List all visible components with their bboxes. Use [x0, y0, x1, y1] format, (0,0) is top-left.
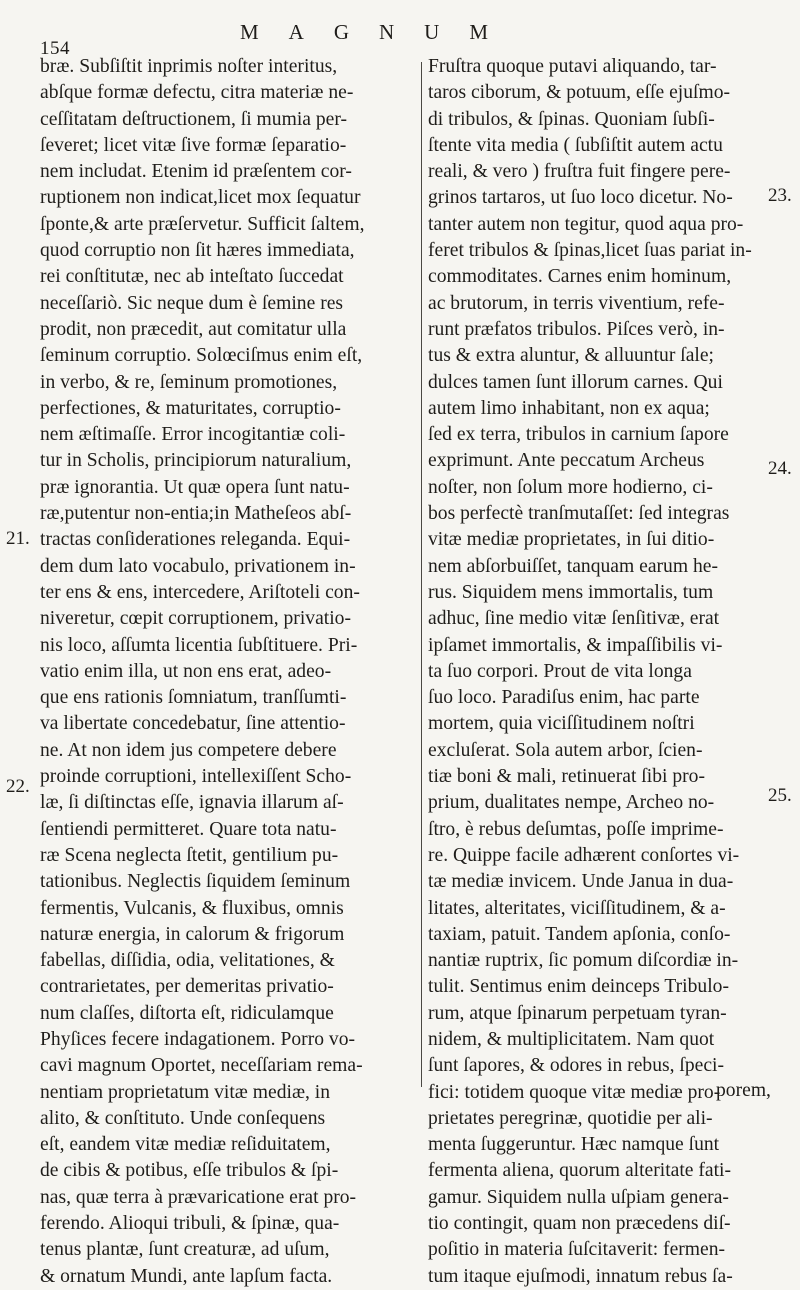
margin-number-22: 22. — [6, 776, 30, 797]
text-line: tum itaque ejuſmodi, innatum rebus ſa- — [428, 1265, 733, 1287]
text-line: naturæ energia, in calorum & frigorum — [40, 923, 345, 945]
text-line: bos perfectè tranſmutaſſet: ſed integras — [428, 503, 730, 525]
text-line: nis loco, aſſumta licentia ſubſtituere. Pri- — [40, 634, 358, 656]
text-line: tractas conſiderationes releganda. Equi- — [40, 529, 351, 551]
text-line: ſtro, è rebus deſumtas, poſſe imprime- — [428, 818, 724, 840]
text-line: menta ſuggeruntur. Hæc namque ſunt — [428, 1134, 720, 1156]
text-line: eſt, eandem vitæ mediæ reſiduitatem, — [40, 1134, 331, 1156]
text-line: nidem, & multiplicitatem. Nam quot — [428, 1028, 715, 1050]
text-line: taxiam, patuit. Tandem apſonia, conſo- — [428, 923, 731, 945]
text-line: proinde corruptioni, intellexiſſent Scho- — [40, 766, 352, 788]
column-rule — [421, 62, 422, 1087]
text-line: ſeveret; licet vitæ ſive formæ ſeparatio- — [40, 134, 347, 156]
text-line: cavi magnum Oportet, neceſſariam rema- — [40, 1055, 363, 1077]
page-number: 154 — [40, 38, 70, 59]
text-line: ceſſitatam deſtructionem, ſi mumia per- — [40, 108, 348, 130]
text-line: commoditates. Carnes enim hominum, — [428, 266, 732, 288]
text-line: noſter, non ſolum more hodierno, ci- — [428, 476, 713, 498]
text-line: ſentiendi permitteret. Quare tota natu- — [40, 818, 337, 840]
text-line: contrarietates, per demeritas privatio- — [40, 976, 334, 998]
text-line: læ, ſi diſtinctas eſſe, ignavia illarum aſ- — [40, 792, 344, 814]
text-line: nentiam proprietatum vitæ mediæ, in — [40, 1081, 331, 1103]
text-line: adhuc, ſine medio vitæ ſenſitivæ, erat — [428, 608, 720, 630]
text-line: niveretur, cœpit corruptionem, privatio- — [40, 608, 351, 630]
margin-number-25: 25. — [768, 785, 792, 806]
text-line: nem abſorbuiſſet, tanquam earum he- — [428, 555, 718, 577]
text-line: nem includat. Etenim id præſentem cor- — [40, 161, 352, 183]
text-line: in verbo, & re, ſeminum promotiones, — [40, 371, 338, 393]
text-line: ſuo loco. Paradiſus enim, hac parte — [428, 687, 700, 709]
text-line: tæ mediæ invicem. Unde Janua in dua- — [428, 871, 734, 893]
text-line: Phyſices fecere indagationem. Porro vo- — [40, 1028, 356, 1050]
margin-number-23: 23. — [768, 185, 792, 206]
margin-number-24: 24. — [768, 458, 792, 479]
text-line: rei conſtitutæ, nec ab inteſtato ſuccedat — [40, 266, 344, 288]
text-line: rum, atque ſpinarum perpetuam tyran- — [428, 1002, 727, 1024]
text-line: que ens rationis ſomniatum, tranſſumti- — [40, 687, 347, 709]
text-line: bræ. Subſiſtit inprimis noſter interitus, — [40, 56, 338, 77]
text-line: excluſerat. Sola autem arbor, ſcien- — [428, 739, 703, 761]
text-line: fici: totidem quoque vitæ mediæ pro- — [428, 1081, 721, 1103]
text-line: nas, quæ terra à prævaricatione erat pro- — [40, 1186, 357, 1208]
text-line: tenus plantæ, ſunt creaturæ, ad uſum, — [40, 1239, 330, 1261]
text-line: ſeminum corruptio. Solœciſmus enim eſt, — [40, 345, 363, 367]
text-line: ræ Scena neglecta ſtetit, gentilium pu- — [40, 844, 339, 866]
text-line: alito, & conſtituto. Unde conſequens — [40, 1107, 326, 1129]
text-line: tulit. Sentimus enim deinceps Tribulo- — [428, 976, 729, 998]
text-line: rus. Siquidem mens immortalis, tum — [428, 581, 714, 603]
text-line: fabellas, diſſidia, odia, velitationes, & — [40, 950, 335, 972]
text-line: vitæ mediæ proprietates, in ſui ditio- — [428, 529, 715, 551]
text-line: fermenta aliena, quorum alteritate fati- — [428, 1160, 732, 1182]
text-line: perfectiones, & maturitates, corruptio- — [40, 397, 341, 419]
text-line: quod corruptio non ſit hæres immediata, — [40, 240, 355, 262]
text-line: ſunt ſapores, & odores in rebus, ſpeci- — [428, 1055, 725, 1077]
text-line: autem limo inhabitant, non ex aqua; — [428, 397, 710, 419]
text-line: ipſamet immortalis, & impaſſibilis vi- — [428, 634, 723, 656]
running-header: MAGNUM — [240, 20, 519, 44]
text-line: tur in Scholis, principiorum naturalium, — [40, 450, 352, 472]
text-line: runt præfatos tribulos. Piſces verò, in- — [428, 318, 725, 340]
text-line: ſponte,& arte præſervetur. Sufficit ſaltem, — [40, 213, 365, 235]
text-line: prium, dualitates nempe, Archeo no- — [428, 792, 715, 814]
text-line: re. Quippe facile adhærent conſortes vi- — [428, 844, 740, 866]
text-line: ræ,putentur non-entia;in Matheſeos abſ- — [40, 503, 352, 525]
text-line: prietates peregrinæ, quotidie per ali- — [428, 1107, 713, 1129]
text-line: vatio enim illa, ut non ens erat, adeo- — [40, 660, 332, 682]
text-line: tationibus. Neglectis ſiquidem ſeminum — [40, 871, 351, 893]
text-line: ne. At non idem jus competere debere — [40, 739, 337, 761]
text-line: abſque formæ defectu, citra materiæ ne- — [40, 82, 354, 104]
text-line: neceſſariò. Sic neque dum è ſemine res — [40, 292, 344, 314]
text-line: ſed ex terra, tribulos in carnium ſapore — [428, 424, 729, 446]
text-line: grinos tartaros, ut ſuo loco dicetur. No- — [428, 187, 733, 209]
text-line: litates, alteritates, viciſſitudinem, & a- — [428, 897, 726, 919]
text-line: ta ſuo corpori. Prout de vita longa — [428, 660, 692, 682]
text-line: tiæ boni & mali, retinuerat ſibi pro- — [428, 766, 705, 788]
text-line: de cibis & potibus, eſſe tribulos & ſpi- — [40, 1160, 339, 1182]
text-line: dulces tamen ſunt illorum carnes. Qui — [428, 371, 723, 393]
text-line: ſtente vita media ( ſubſiſtit autem actu — [428, 134, 723, 156]
catchword: porem, — [716, 1080, 771, 1101]
text-line: gamur. Siquidem nulla uſpiam genera- — [428, 1186, 729, 1208]
text-line: ruptionem non indicat,licet mox ſequatur — [40, 187, 361, 209]
text-line: & ornatum Mundi, ante lapſum facta. — [40, 1265, 333, 1287]
text-line: tio contingit, quam non præcedens diſ- — [428, 1213, 731, 1235]
text-line: dem dum lato vocabulo, privationem in- — [40, 555, 356, 577]
text-line: mortem, quia viciſſitudinem noſtri — [428, 713, 695, 735]
text-line: fermentis, Vulcanis, & fluxibus, omnis — [40, 897, 344, 919]
text-line: ter ens & ens, intercedere, Ariſtoteli con- — [40, 581, 360, 603]
text-line: tanter autem non tegitur, quod aqua pro- — [428, 213, 744, 235]
text-line: di tribulos, & ſpinas. Quoniam ſubſi- — [428, 108, 715, 130]
text-line: prodit, non præcedit, aut comitatur ulla — [40, 318, 347, 340]
text-line: ferendo. Alioqui tribuli, & ſpinæ, qua- — [40, 1213, 340, 1235]
text-line: num claſſes, diſtorta eſt, ridiculamque — [40, 1002, 334, 1024]
text-line: taros ciborum, & potuum, eſſe ejuſmo- — [428, 82, 731, 104]
text-line: exprimunt. Ante peccatum Archeus — [428, 450, 705, 472]
text-line: ac brutorum, in terris viventium, refe- — [428, 292, 725, 314]
text-line: nantiæ ruptrix, ſic pomum diſcordiæ in- — [428, 950, 739, 972]
text-line: poſitio in materia ſuſcitaverit: fermen- — [428, 1239, 726, 1261]
text-line: reali, & vero ) fruſtra fuit fingere pere- — [428, 161, 731, 183]
text-line: Fruſtra quoque putavi aliquando, tar- — [428, 56, 717, 77]
text-line: va libertate concedebatur, ſine attentio- — [40, 713, 346, 735]
margin-number-21: 21. — [6, 528, 30, 549]
text-line: nem æſtimaſſe. Error incogitantiæ coli- — [40, 424, 346, 446]
text-line: feret tribulos & ſpinas,licet ſuas pariat in- — [428, 240, 752, 262]
text-line: tus & extra aluntur, & alluuntur ſale; — [428, 345, 714, 367]
text-line: præ ignorantia. Ut quæ opera ſunt natu- — [40, 476, 350, 498]
